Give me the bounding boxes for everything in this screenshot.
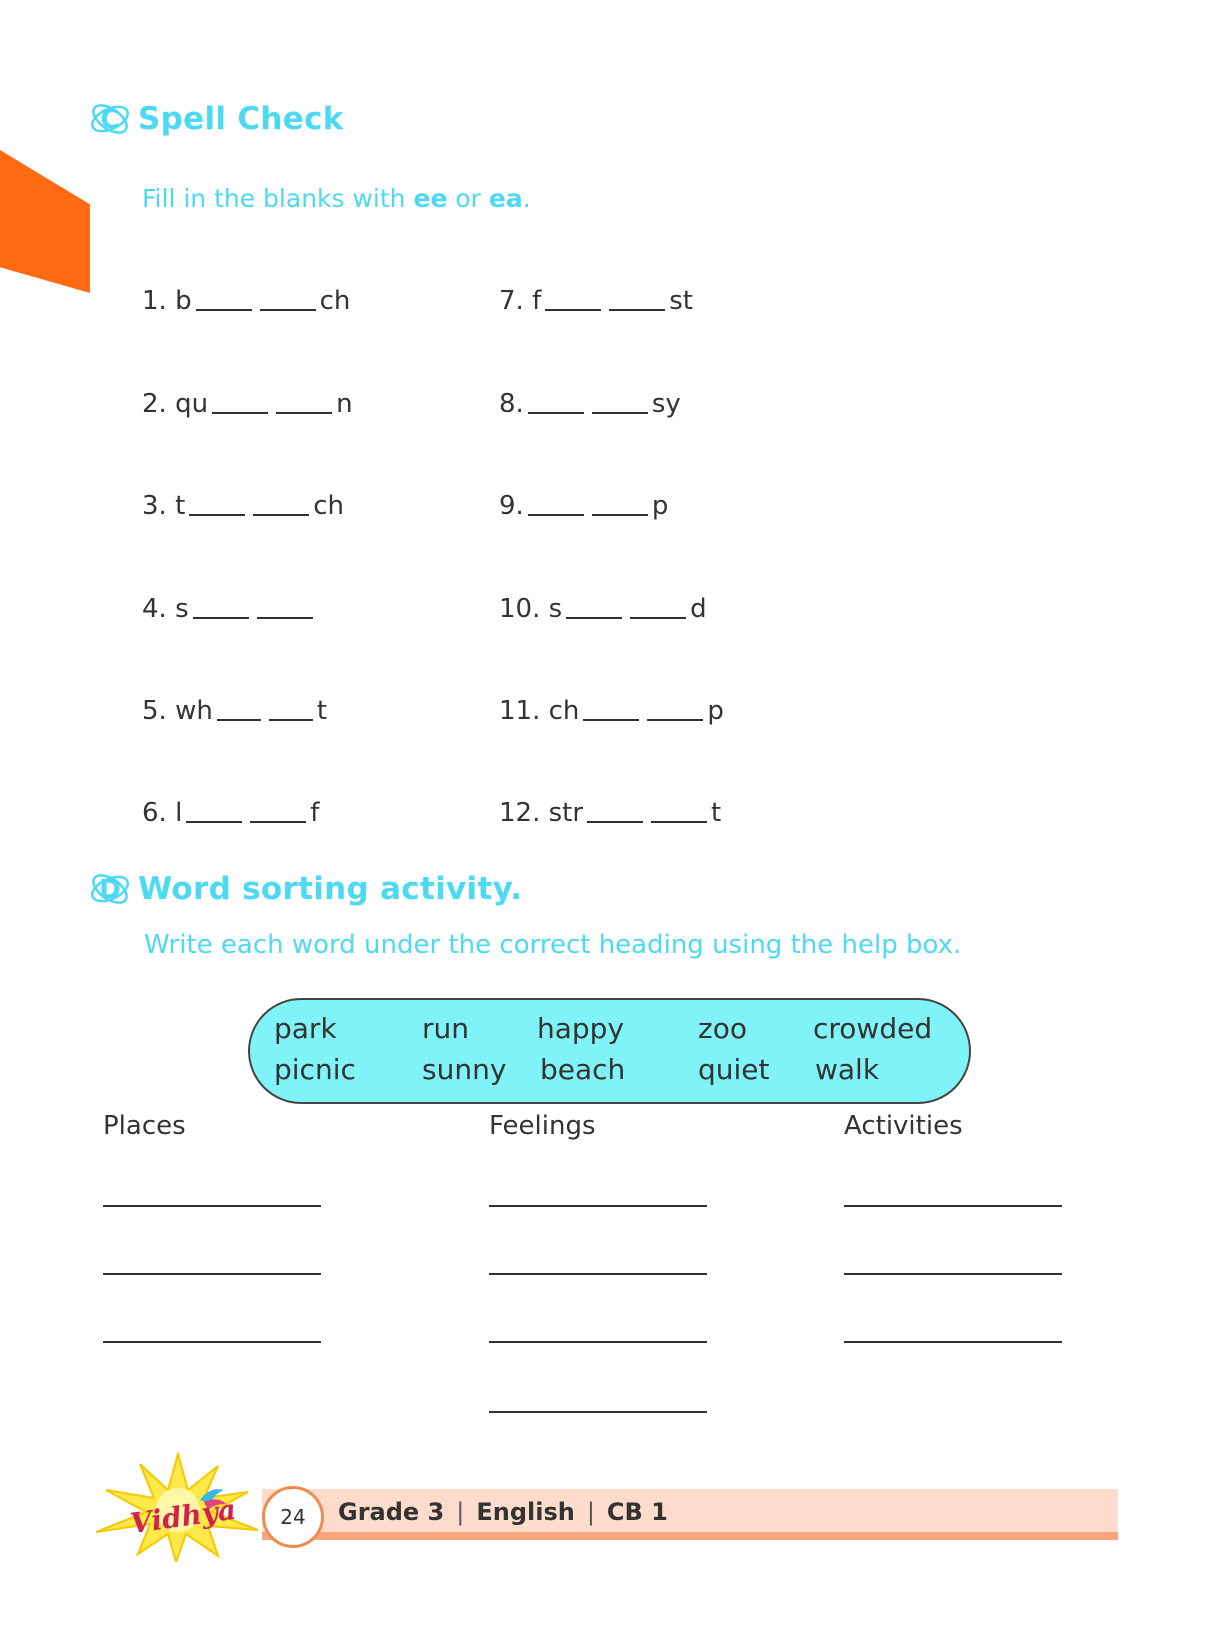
section-d-letter: D bbox=[99, 875, 121, 905]
question-prefix: 3. t bbox=[142, 491, 186, 521]
footer-separator-2: | bbox=[586, 1498, 595, 1526]
heading-places: Places bbox=[103, 1111, 186, 1141]
page-number: 24 bbox=[262, 1486, 324, 1548]
spell-question-4[interactable] bbox=[142, 594, 317, 624]
help-word-walk: walk bbox=[815, 1053, 880, 1086]
instruction-text-end: . bbox=[522, 184, 531, 213]
help-word-happy: happy bbox=[537, 1012, 625, 1045]
help-word-beach: beach bbox=[540, 1053, 626, 1086]
spell-question-2[interactable] bbox=[142, 389, 353, 419]
help-word-sunny: sunny bbox=[422, 1053, 507, 1086]
help-word-run: run bbox=[422, 1012, 470, 1045]
section-c-instruction bbox=[142, 184, 531, 213]
question-prefix: 2. qu bbox=[142, 389, 209, 419]
feelings-answer-line-4[interactable] bbox=[489, 1411, 707, 1413]
blank-2[interactable] bbox=[592, 513, 648, 516]
blank-1[interactable] bbox=[189, 513, 245, 516]
blank-2[interactable] bbox=[276, 411, 332, 414]
blank-1[interactable] bbox=[587, 820, 643, 823]
question-suffix: p bbox=[707, 696, 724, 726]
spell-question-1[interactable] bbox=[142, 286, 350, 316]
question-prefix: 6. l bbox=[142, 798, 183, 828]
spell-question-7[interactable] bbox=[499, 286, 693, 316]
blank-2[interactable] bbox=[609, 308, 665, 311]
section-c-letter: C bbox=[100, 105, 120, 135]
spell-question-10[interactable] bbox=[499, 594, 707, 624]
spell-question-5[interactable] bbox=[142, 696, 327, 726]
blank-1[interactable] bbox=[217, 718, 261, 721]
question-prefix: 11. ch bbox=[499, 696, 580, 726]
section-c-heading bbox=[88, 99, 344, 139]
question-prefix: 4. s bbox=[142, 594, 189, 624]
question-suffix: p bbox=[651, 491, 669, 521]
places-answer-line-1[interactable] bbox=[103, 1205, 321, 1207]
section-d-heading bbox=[88, 869, 522, 909]
blank-1[interactable] bbox=[528, 513, 584, 516]
blank-2[interactable] bbox=[647, 718, 703, 721]
blank-1[interactable] bbox=[566, 616, 622, 619]
blank-1[interactable] bbox=[186, 820, 242, 823]
question-prefix: 1. b bbox=[142, 286, 192, 316]
question-suffix: t bbox=[711, 798, 722, 828]
spell-question-11[interactable] bbox=[499, 696, 724, 726]
blank-1[interactable] bbox=[583, 718, 639, 721]
feelings-answer-line-3[interactable] bbox=[489, 1341, 707, 1343]
blank-2[interactable] bbox=[630, 616, 686, 619]
places-answer-line-3[interactable] bbox=[103, 1341, 321, 1343]
section-d-title: Word sorting activity. bbox=[138, 871, 523, 907]
help-word-crowded: crowded bbox=[813, 1012, 933, 1045]
section-c-badge-icon bbox=[88, 99, 132, 139]
activities-answer-line-3[interactable] bbox=[844, 1341, 1062, 1343]
activities-answer-line-1[interactable] bbox=[844, 1205, 1062, 1207]
heading-activities: Activities bbox=[844, 1111, 963, 1141]
orange-corner-tab bbox=[0, 150, 90, 293]
help-box bbox=[248, 998, 971, 1104]
section-d-instruction: Write each word under the correct heading using the help box. bbox=[144, 930, 962, 960]
question-suffix: f bbox=[310, 798, 320, 828]
blank-2[interactable] bbox=[260, 308, 316, 311]
question-suffix: ch bbox=[319, 286, 351, 316]
footer-separator-1: | bbox=[456, 1498, 465, 1526]
section-d-badge-icon bbox=[88, 869, 132, 909]
help-word-quiet: quiet bbox=[698, 1053, 770, 1086]
question-suffix: n bbox=[336, 389, 353, 419]
blank-2[interactable] bbox=[253, 513, 309, 516]
blank-2[interactable] bbox=[651, 820, 707, 823]
blank-2[interactable] bbox=[250, 820, 306, 823]
spell-question-6[interactable] bbox=[142, 798, 319, 828]
spell-question-8[interactable] bbox=[499, 389, 681, 419]
heading-feelings: Feelings bbox=[489, 1111, 596, 1141]
question-prefix: 9. bbox=[499, 491, 524, 521]
question-prefix: 8. bbox=[499, 389, 524, 419]
footer-text bbox=[338, 1498, 668, 1526]
question-suffix: d bbox=[690, 594, 707, 624]
help-word-picnic: picnic bbox=[274, 1053, 356, 1086]
question-suffix: ch bbox=[313, 491, 345, 521]
blank-2[interactable] bbox=[257, 616, 313, 619]
activities-answer-line-2[interactable] bbox=[844, 1273, 1062, 1275]
spell-question-3[interactable] bbox=[142, 491, 344, 521]
question-suffix: st bbox=[669, 286, 693, 316]
footer-subject: English bbox=[476, 1498, 575, 1526]
footer-grade: Grade 3 bbox=[338, 1498, 445, 1526]
blank-2[interactable] bbox=[592, 411, 648, 414]
blank-1[interactable] bbox=[528, 411, 584, 414]
logo-text: Vidhya bbox=[128, 1492, 238, 1541]
footer-book: CB 1 bbox=[606, 1498, 668, 1526]
question-prefix: 12. str bbox=[499, 798, 584, 828]
question-suffix: t bbox=[316, 696, 328, 726]
question-suffix: sy bbox=[651, 389, 681, 419]
instruction-ee: ee bbox=[413, 184, 448, 213]
question-prefix: 7. f bbox=[499, 286, 542, 316]
instruction-ea: ea bbox=[488, 184, 523, 213]
spell-question-9[interactable] bbox=[499, 491, 668, 521]
footer-band-accent bbox=[262, 1532, 1118, 1540]
blank-1[interactable] bbox=[193, 616, 249, 619]
question-prefix: 5. wh bbox=[142, 696, 213, 726]
instruction-text-mid: or bbox=[447, 184, 489, 213]
spell-question-12[interactable] bbox=[499, 798, 721, 828]
blank-1[interactable] bbox=[196, 308, 252, 311]
feelings-answer-line-2[interactable] bbox=[489, 1273, 707, 1275]
question-prefix: 10. s bbox=[499, 594, 563, 624]
places-answer-line-2[interactable] bbox=[103, 1273, 321, 1275]
blank-1[interactable] bbox=[545, 308, 601, 311]
feelings-answer-line-1[interactable] bbox=[489, 1205, 707, 1207]
instruction-text-start: Fill in the blanks with bbox=[142, 184, 414, 213]
blank-1[interactable] bbox=[212, 411, 268, 414]
blank-2[interactable] bbox=[269, 718, 313, 721]
help-word-park: park bbox=[274, 1012, 337, 1045]
section-c-title: Spell Check bbox=[138, 101, 344, 137]
help-word-zoo: zoo bbox=[698, 1012, 747, 1045]
